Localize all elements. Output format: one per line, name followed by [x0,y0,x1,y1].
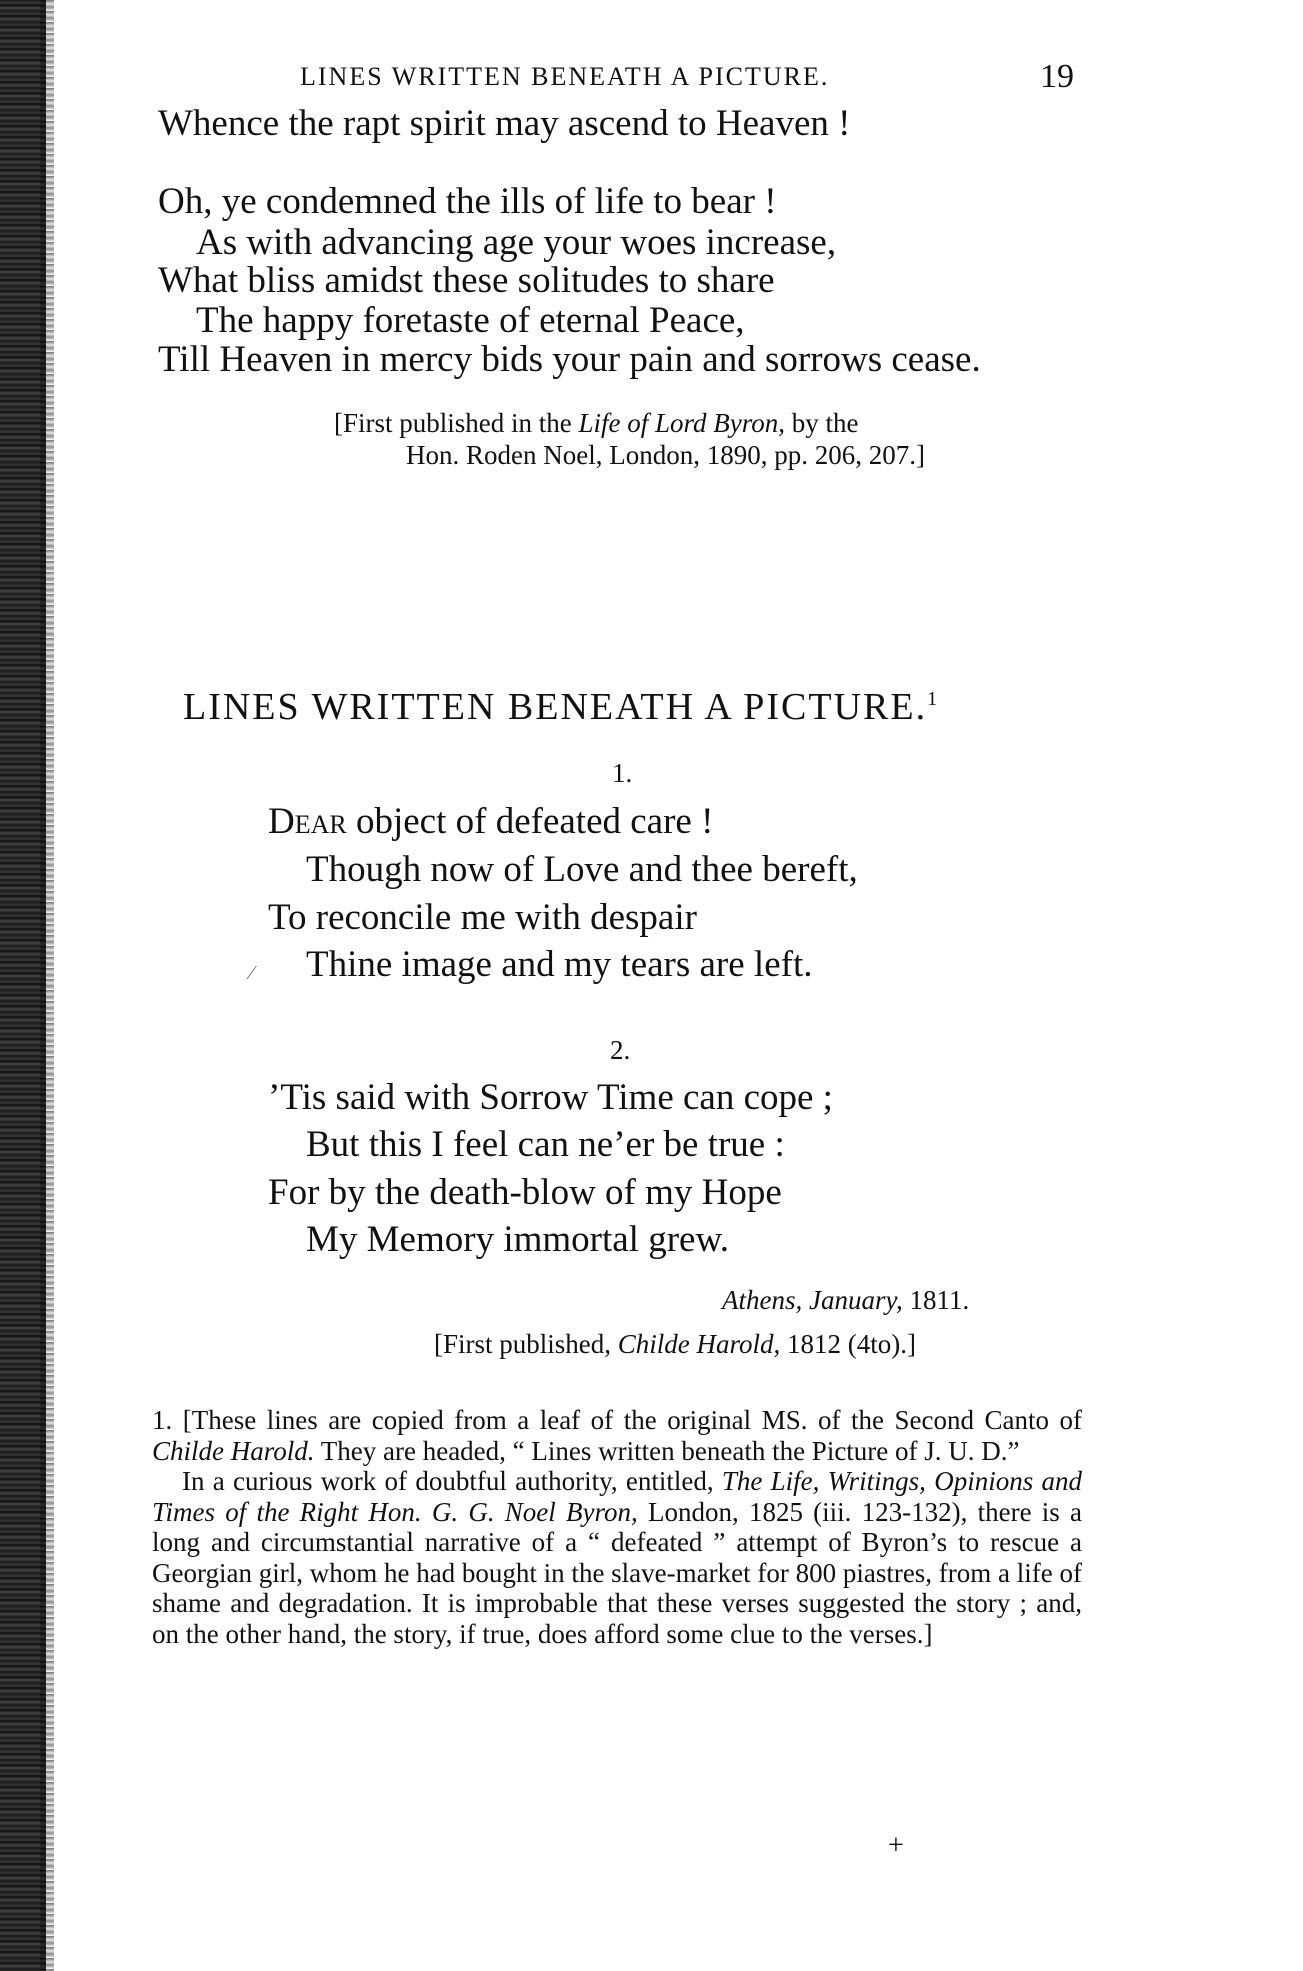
stanza-1-line-3: To reconcile me with despair [268,897,697,938]
stanza-2-line-4: My Memory immortal grew. [306,1219,730,1260]
drop-word-rest: ear [294,801,347,842]
previous-publication-note-line-2: Hon. Roden Noel, London, 1890, pp. 206, 207.] [406,440,925,470]
footnote-reference: 1 [927,688,938,710]
stanza-1-line-1-text: object of defeated care ! [346,801,714,842]
previous-stanza-line-4: The happy foretaste of eternal Peace, [196,300,745,341]
note-title-italic: Childe Harold, [617,1329,781,1359]
note-text: 1812 (4to).] [787,1329,917,1359]
previous-stanza-line-3: What bliss amidst these solitudes to share [158,260,775,301]
previous-stanza-line-1: Oh, ye condemned the ills of life to bear ! [158,181,777,222]
previous-poem-closing-line: Whence the rapt spirit may ascend to Heaven ! [158,103,851,144]
drop-word-initial: D [268,801,295,842]
stanza-number-2: 2. [610,1035,631,1065]
page-number: 19 [1040,58,1074,95]
stanza-1-line-4: Thine image and my tears are left. [306,944,813,985]
poem-title [183,685,937,729]
footnote-paragraph-1 [152,1405,1082,1466]
dateline-month: January, [809,1285,903,1315]
note-title-italic: Life of Lord Byron, [578,408,786,438]
footnote-text: In a curious work of doubtful authority, entitled, [182,1466,714,1496]
stanza-number-1: 1. [612,758,633,788]
pencil-mark: ⁄ [250,962,254,984]
stanza-2-line-2: But this I feel can ne’er be true : [306,1124,785,1165]
note-text: [First published, [434,1329,612,1359]
footnote-text: London, 1825 (iii. 123-132), there is a long and circumstantial narrative of a “ defeated ” attempt of Byron’s to rescue a Georgian girl, whom he had bought in the slave-market for 800 piastres, from a life of shame and degradation. It is improbable that these verses suggested the story ; and, on the other hand, the story, if true, does afford some clue to the verses.] [152,1496,1082,1649]
footnote-text: They are headed, “ Lines written beneath the Picture of J. U. D.” [320,1435,1020,1466]
previous-stanza-line-2: As with advancing age your woes increase, [196,222,837,263]
dateline [722,1285,969,1316]
publication-note [434,1329,916,1360]
stanza-1-line-1 [268,803,713,840]
footnote-text: 1. [These lines are copied from a leaf of the original MS. of the Second Canto of [152,1405,1082,1435]
previous-publication-note-line-1 [334,408,859,439]
previous-stanza-line-5: Till Heaven in mercy bids your pain and sorrows cease. [158,339,981,380]
footnote-italic: Childe Harold. [152,1435,315,1466]
stanza-1-line-2: Though now of Love and thee bereft, [306,849,858,890]
footnote-paragraph-2 [152,1466,1082,1649]
footnote-italic: The Life, Writings, Opinions and Times of the Right Hon. G. G. Noel Byron, [152,1466,1082,1527]
stanza-2-line-3: For by the death-blow of my Hope [268,1172,782,1213]
footnote [152,1405,1082,1649]
dateline-place: Athens, [722,1285,803,1315]
stanza-2-line-1: ’Tis said with Sorrow Time can cope ; [268,1077,833,1118]
note-text: [First published in the [334,408,572,438]
poem-title-text: LINES WRITTEN BENEATH A PICTURE. [183,686,928,728]
dateline-year: 1811. [909,1285,970,1315]
note-text: by the [791,408,859,438]
binding-edge-shadow [40,0,54,1971]
running-head: LINES WRITTEN BENEATH A PICTURE. [300,62,830,91]
ornament-mark: + [888,1830,904,1861]
